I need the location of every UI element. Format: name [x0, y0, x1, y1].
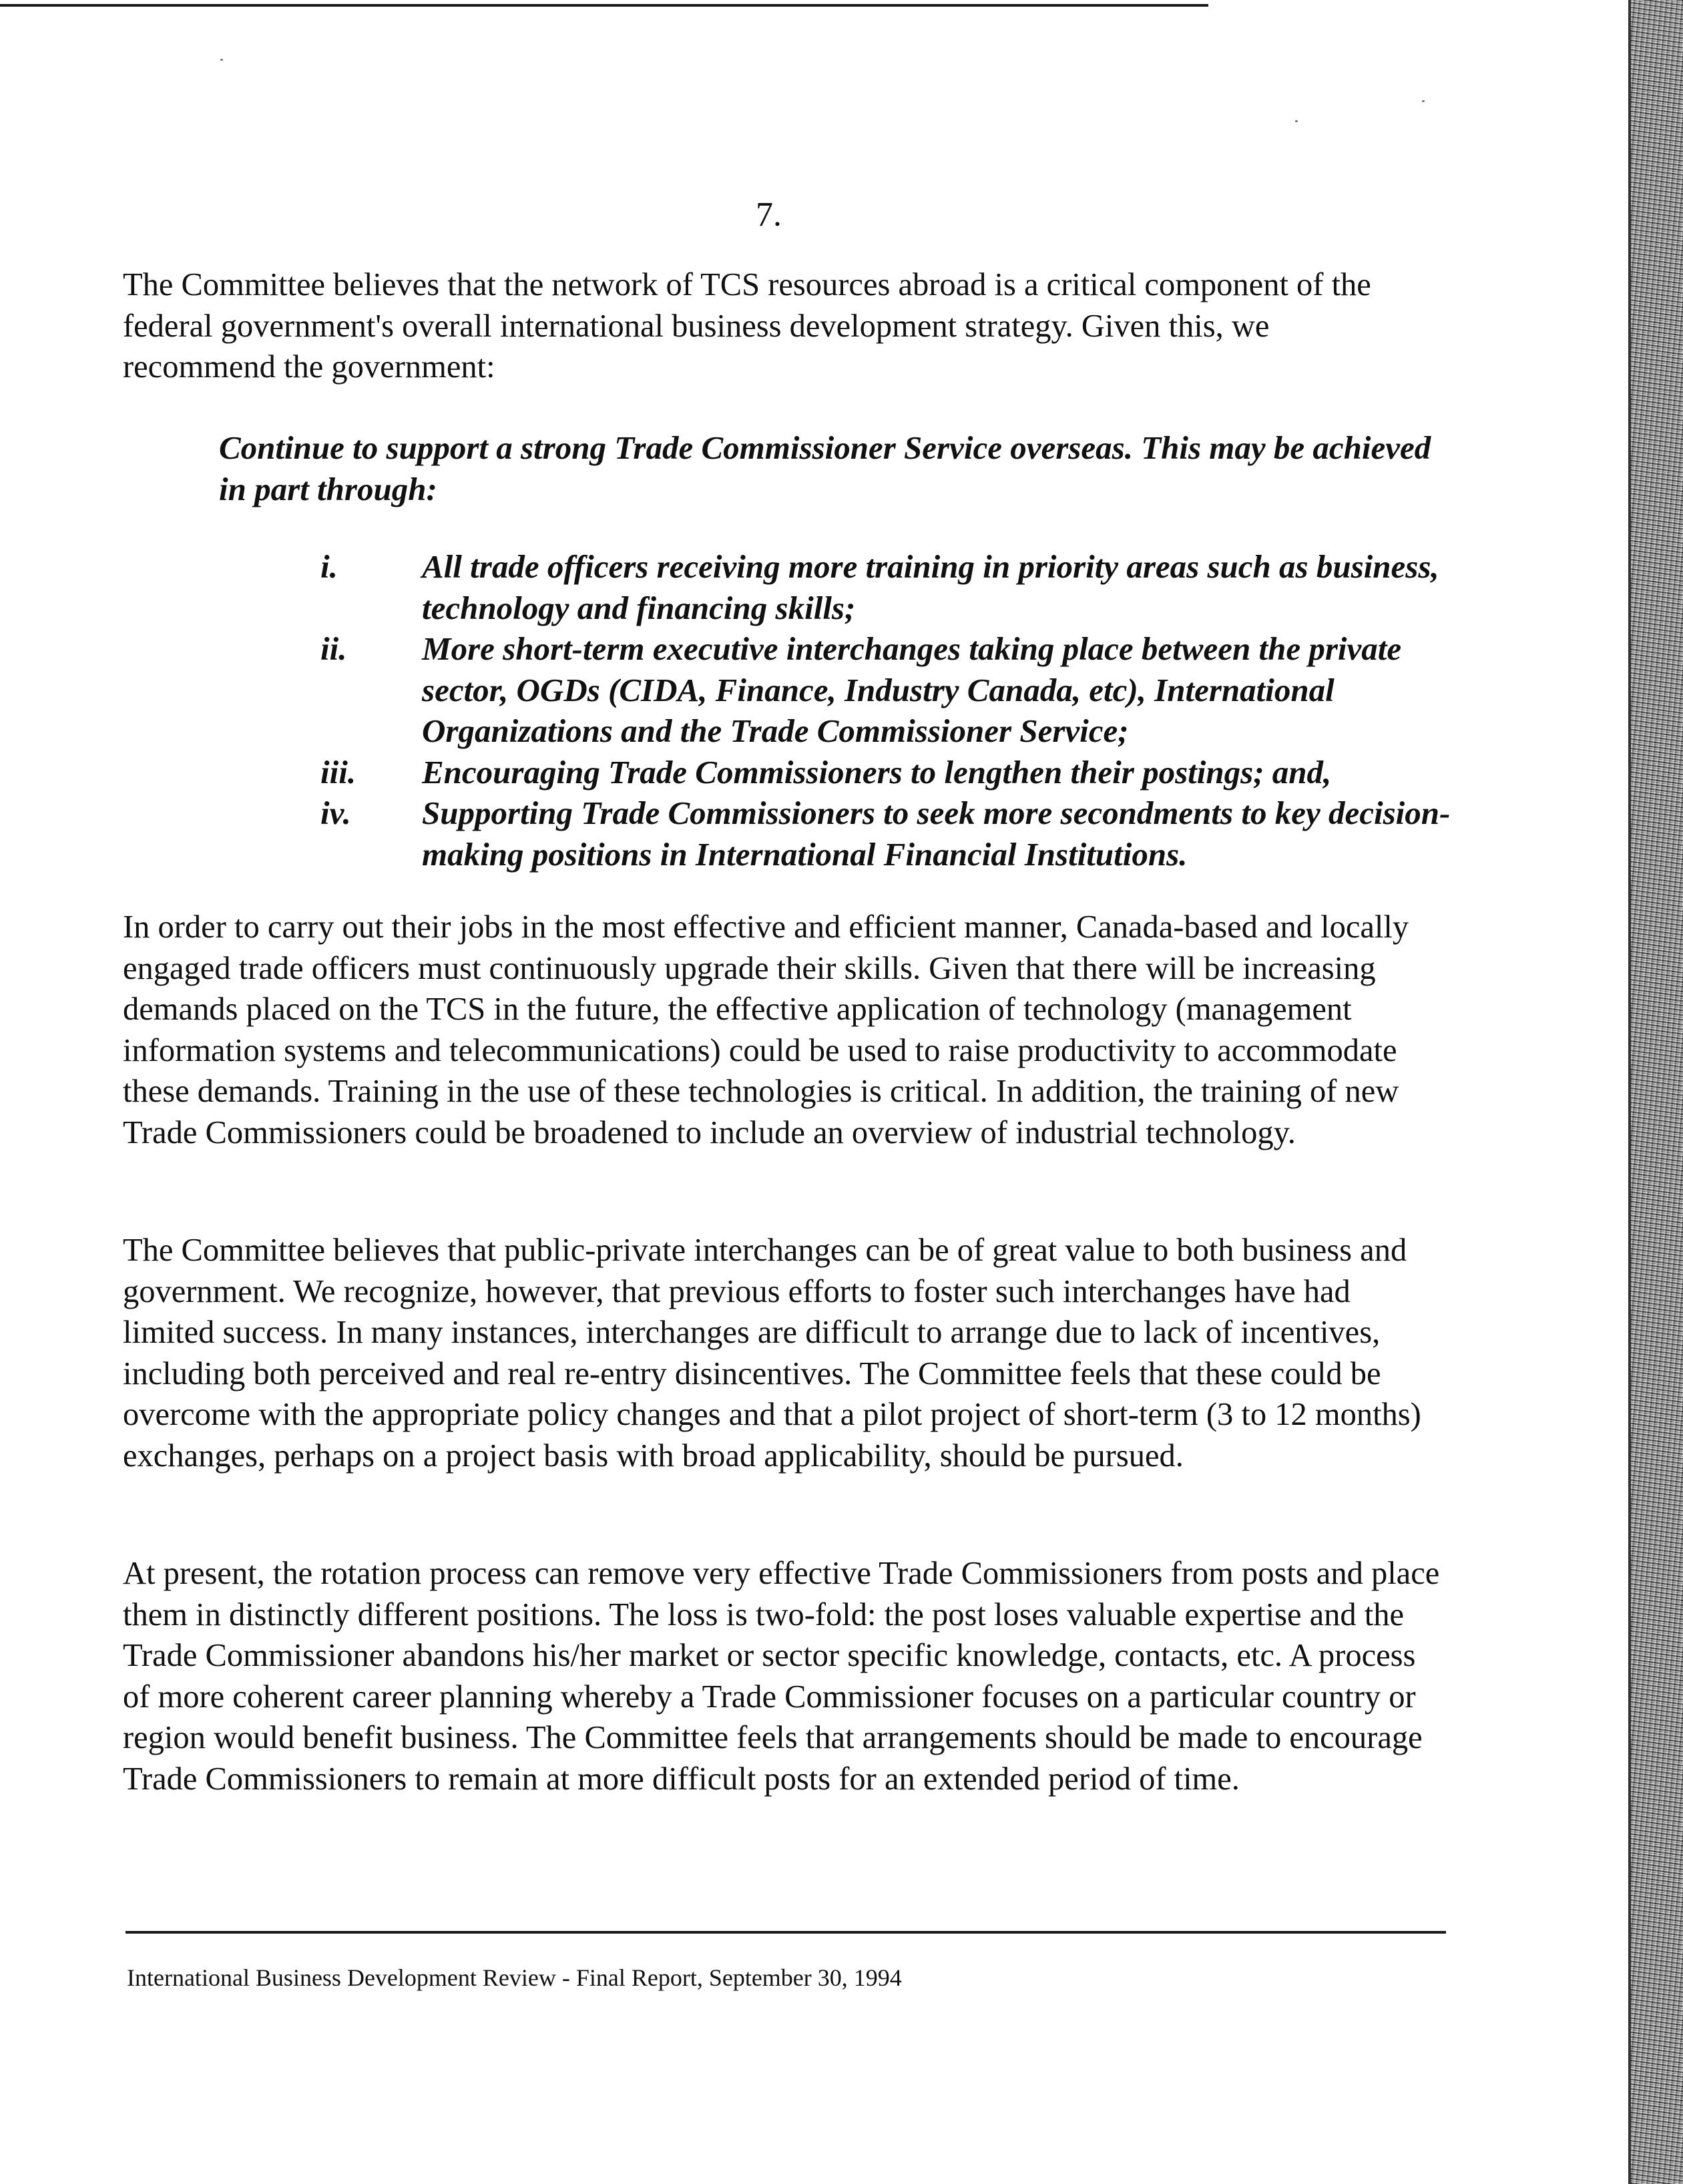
- scan-speck: [220, 59, 223, 61]
- item-number: iv.: [320, 795, 351, 831]
- paragraph-tcs-network: The Committee believes that the network of TCS resources abroad is a critical component of the federal government's overall international business development strategy. Given this, we recommend the government:: [123, 267, 1371, 385]
- item-number: ii.: [320, 630, 347, 667]
- item-text: All trade officers receiving more training in priority areas such as business, technology and financing skills;: [422, 548, 1439, 626]
- item-text: More short-term executive interchanges taking place between the private sector, OGDs (CIDA, Finance, Industry Canada, etc), International Organizations and the Trade Commissioner Service;: [422, 630, 1402, 749]
- scanned-page-edge: [1631, 0, 1683, 2184]
- footer-divider: [126, 1931, 1446, 1934]
- scan-speck: [1422, 100, 1425, 102]
- item-number: i.: [320, 548, 338, 585]
- recommendation-item: [320, 793, 1469, 875]
- recommendation-item: [320, 628, 1469, 752]
- top-border-line: [0, 4, 1208, 7]
- footer-citation: International Business Development Review - Final Report, September 30, 1994: [127, 1964, 902, 1991]
- page-number: 7.: [756, 196, 782, 234]
- recommendation-item: [320, 546, 1469, 628]
- recommendation-intro: Continue to support a strong Trade Commissioner Service overseas. This may be achieved in part through:: [219, 429, 1431, 507]
- item-text: Encouraging Trade Commissioners to lengthen their postings; and,: [422, 753, 1332, 791]
- scan-speck: [1295, 120, 1298, 122]
- recommendation-list: [320, 546, 1469, 875]
- paragraph-interchanges: The Committee believes that public-private interchanges can be of great value to both business and government. We recognize, however, that previous efforts to foster such interchanges have had limited success. In many instances, interchanges are difficult to arrange due to lack of incentives, including both perceived and real re-entry disincentives. The Committee feels that these could be overcome with the appropriate policy changes and that a pilot project of short-term (3 to 12 months) exchanges, perhaps on a project basis with broad applicability, should be pursued.: [123, 1233, 1421, 1474]
- paragraph-skills-upgrade: In order to carry out their jobs in the most effective and efficient manner, Canada-based and locally engaged trade officers must continuously upgrade their skills. Given that there will be increasing demands placed on the TCS in the future, the effective application of technology (management information systems and telecommunications) could be used to raise productivity to accommodate these demands. Training in the use of these technologies is critical. In addition, the training of new Trade Commissioners could be broadened to include an overview of industrial technology.: [123, 909, 1409, 1150]
- paragraph-rotation-process: At present, the rotation process can remove very effective Trade Commissioners from posts and place them in distinctly different positions. The loss is two-fold: the post loses valuable expertise and the Trade Commissioner abandons his/her market or sector specific knowledge, contacts, etc. A process of more coherent career planning whereby a Trade Commissioner focuses on a particular country or region would benefit business. The Committee feels that arrangements should be made to encourage Trade Commissioners to remain at more difficult posts for an extended period of time.: [123, 1556, 1440, 1797]
- recommendation-item: [320, 752, 1469, 793]
- item-number: iii.: [320, 753, 356, 791]
- item-text: Supporting Trade Commissioners to seek more secondments to key decision-making positions in International Financial Institutions.: [422, 795, 1451, 873]
